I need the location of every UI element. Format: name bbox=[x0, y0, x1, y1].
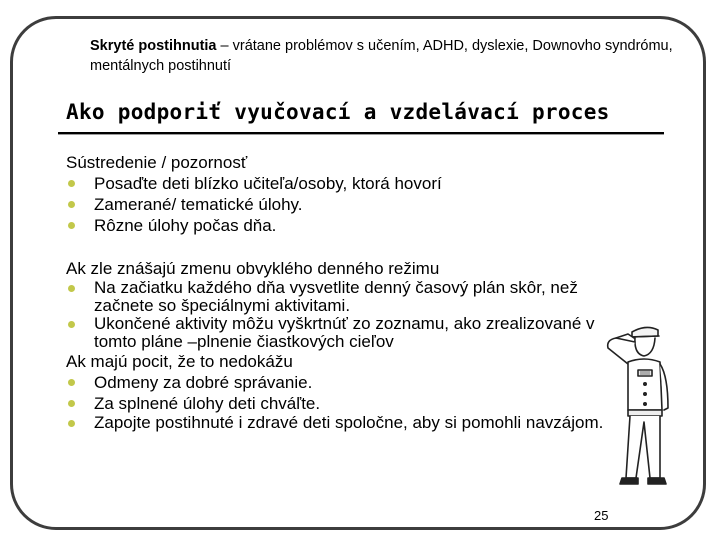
list-item: Zapojte postihnuté i zdravé deti spoločne, aby si pomohli navzájom. bbox=[66, 414, 626, 432]
bullet-icon bbox=[68, 400, 75, 407]
bullet-icon bbox=[68, 285, 75, 292]
header-lead-text: – vrátane problémov s učením, ADHD, dyslexie, Downovho syndrómu, mentálnych postihnutí bbox=[90, 38, 673, 74]
section-heading-routine: Ak zle znášajú zmenu obvyklého denného režimu bbox=[66, 259, 440, 278]
list-item: Na začiatku každého dňa vysvetlite denný časový plán skôr, než začnete so špeciálnymi aktivitami. bbox=[66, 279, 626, 315]
list-item: Rôzne úlohy počas dňa. bbox=[66, 215, 626, 236]
slide-header bbox=[90, 36, 690, 76]
bullet-icon bbox=[68, 379, 75, 386]
bullet-icon bbox=[68, 201, 75, 208]
bullet-icon bbox=[68, 180, 75, 187]
section-gap bbox=[66, 236, 626, 258]
list-item: Ukončené aktivity môžu vyškrtnúť zo zoznamu, ako zrealizované v tomto pláne –plnenie čiastkových cieľov bbox=[66, 315, 626, 351]
list-item: Za splnené úlohy deti chváľte. bbox=[66, 393, 626, 414]
header-lead-bold: Skryté postihnutia bbox=[90, 38, 217, 54]
list-item: Zamerané/ tematické úlohy. bbox=[66, 194, 626, 215]
list-item: Odmeny za dobré správanie. bbox=[66, 372, 626, 393]
bullet-icon bbox=[68, 222, 75, 229]
title-underline bbox=[58, 132, 664, 135]
bullet-icon bbox=[68, 420, 75, 427]
list-item: Posaďte deti blízko učiteľa/osoby, ktorá hovorí bbox=[66, 173, 626, 194]
bullet-icon bbox=[68, 321, 75, 328]
section-heading-confidence: Ak majú pocit, že to nedokážu bbox=[66, 352, 293, 371]
slide-body bbox=[66, 152, 626, 432]
page-number: 25 bbox=[594, 508, 609, 523]
slide-title: Ako podporiť vyučovací a vzdelávací proces bbox=[66, 100, 610, 124]
section-heading-attention: Sústredenie / pozornosť bbox=[66, 153, 248, 172]
saluting-sailor-icon bbox=[598, 318, 688, 490]
